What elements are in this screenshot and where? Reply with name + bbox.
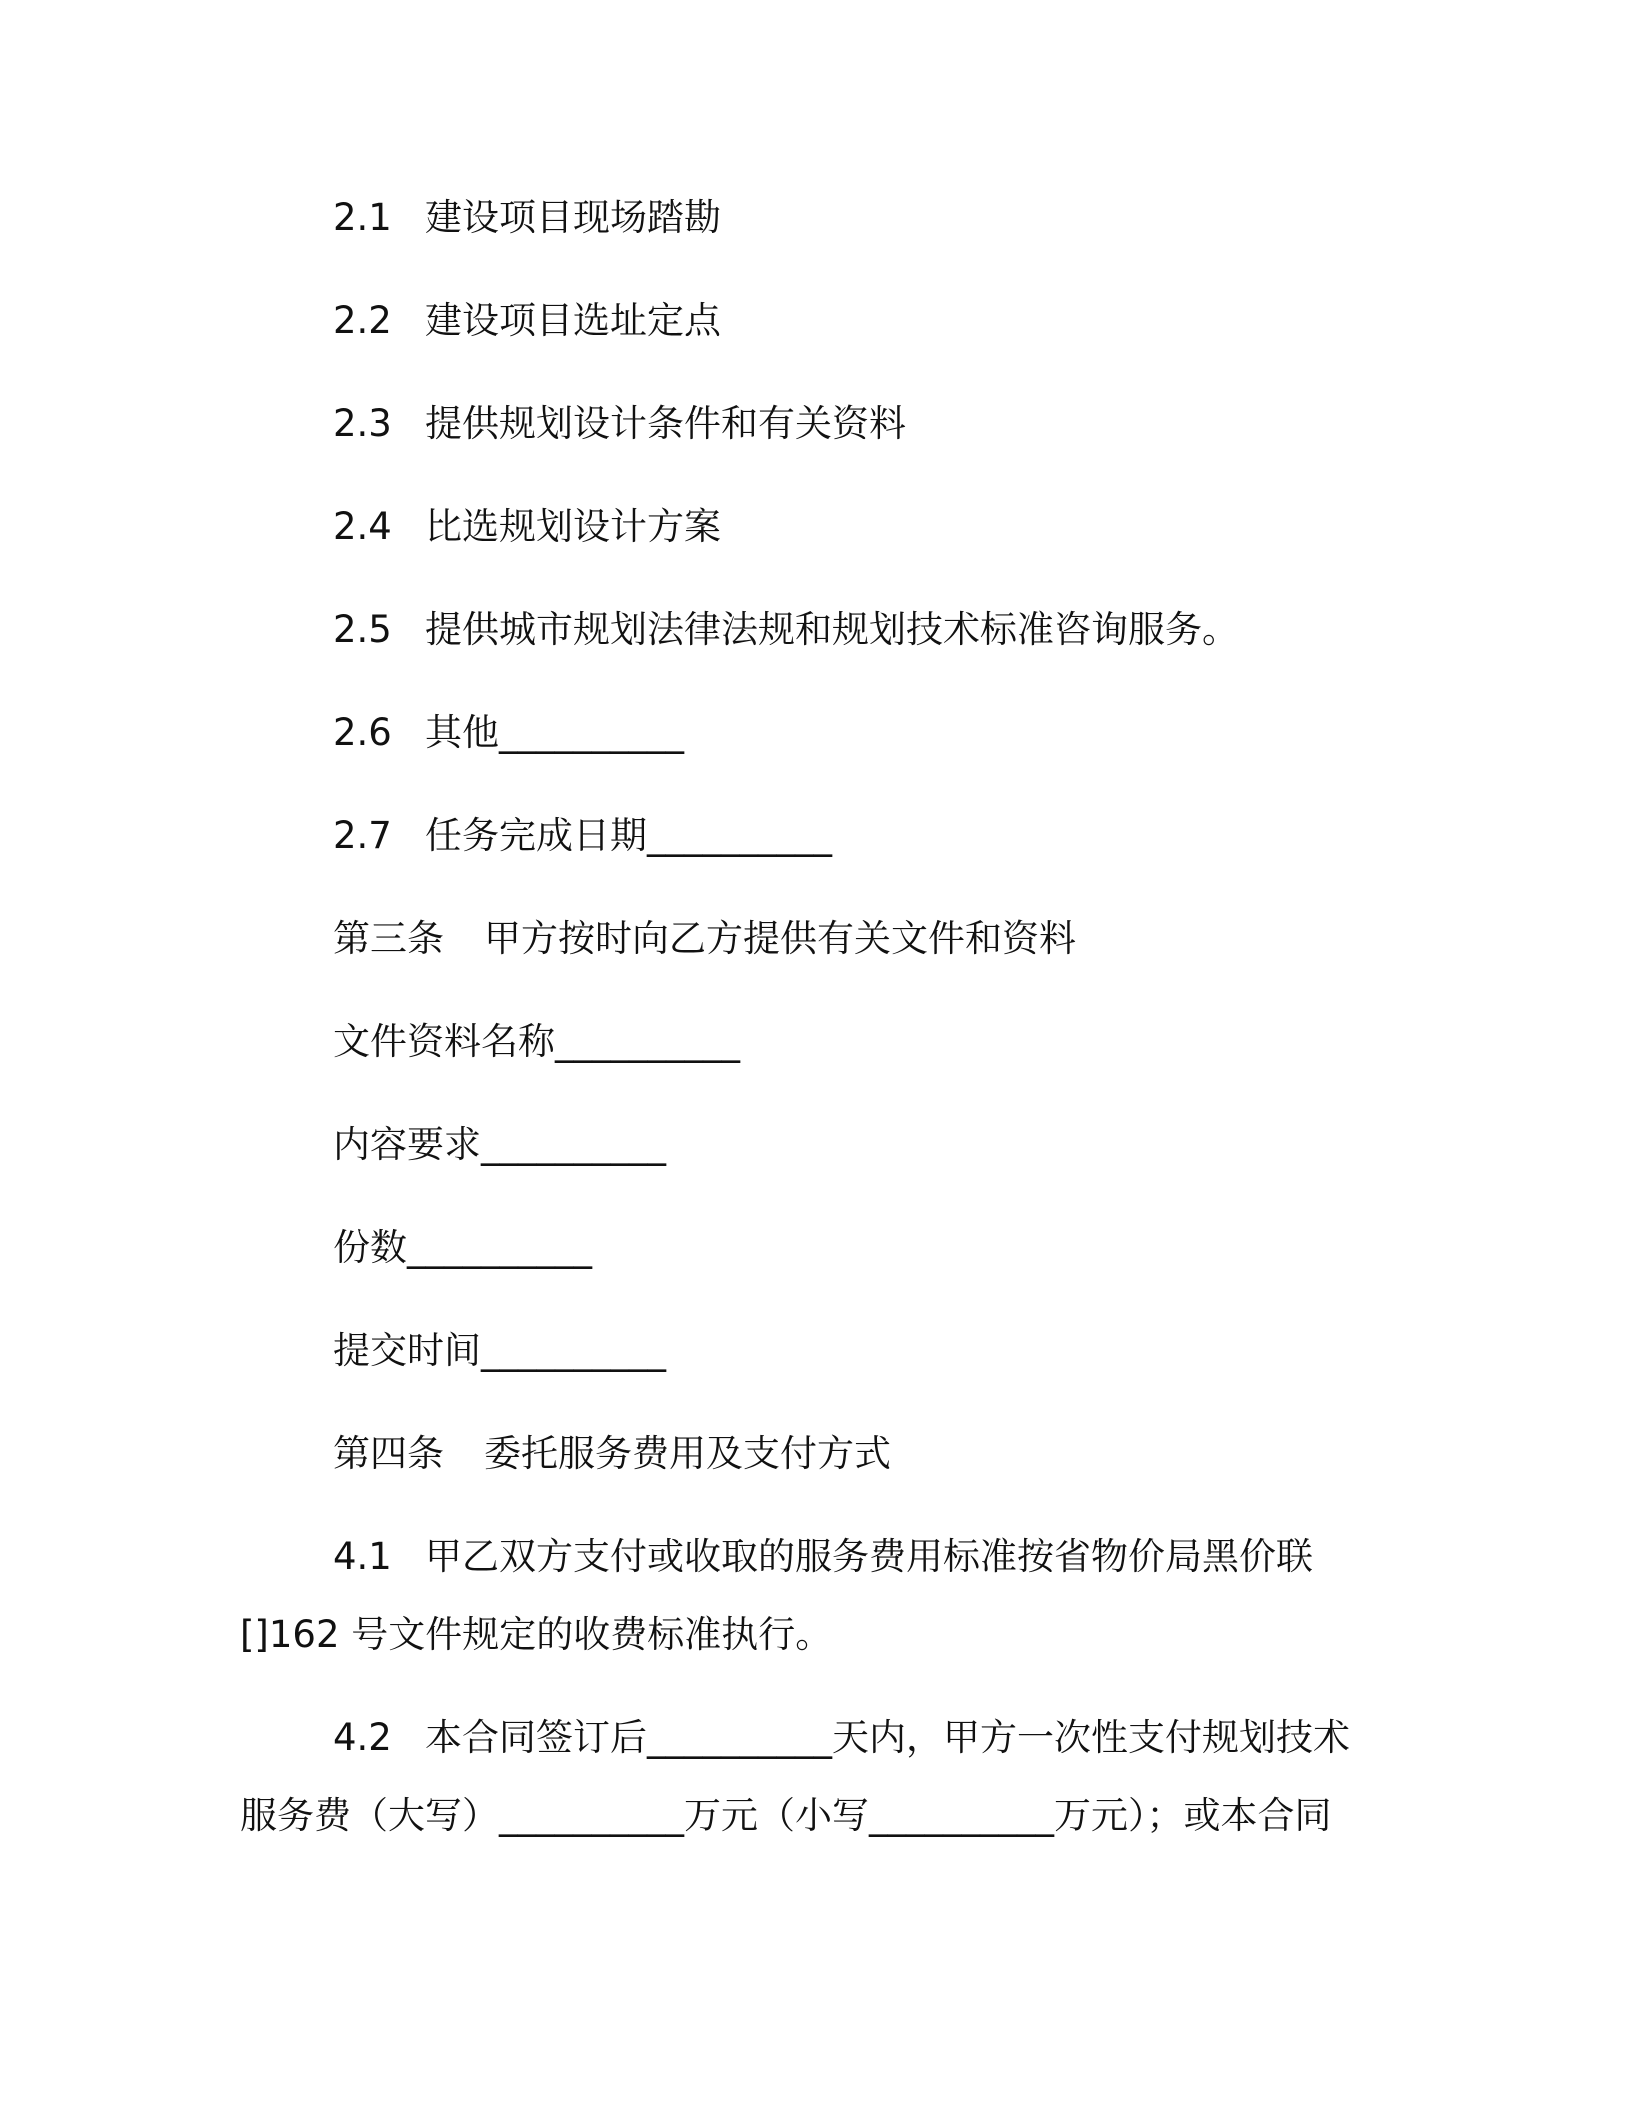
item-text: 比选规划设计方案 <box>425 505 721 548</box>
field-line: 份数__________ <box>333 1226 592 1269</box>
item-number: 2.5 <box>333 608 392 651</box>
para-number: 4.1 <box>333 1535 392 1578</box>
item-2-7 <box>333 810 832 862</box>
item-text: 建设项目现场踏勘 <box>425 196 721 239</box>
item-text: 建设项目选址定点 <box>425 299 721 342</box>
item-text: 提供城市规划法律法规和规划技术标准咨询服务。 <box>425 608 1239 651</box>
para-4-2-line-1 <box>333 1712 1350 1764</box>
para-4-2-line-2: 服务费（大写）__________万元（小写__________万元）；或本合同 <box>240 1794 1332 1837</box>
item-2-6 <box>333 707 684 759</box>
article-title: 委托服务费用及支付方式 <box>484 1432 891 1475</box>
para-4-1-line-1 <box>333 1531 1313 1583</box>
article-title: 甲方按时向乙方提供有关文件和资料 <box>484 917 1076 960</box>
para-4-1-line-2: []162 号文件规定的收费标准执行。 <box>240 1613 833 1656</box>
item-number: 2.6 <box>333 711 392 754</box>
item-number: 2.7 <box>333 814 392 857</box>
item-number: 2.1 <box>333 196 392 239</box>
item-text: 提供规划设计条件和有关资料 <box>425 402 906 445</box>
field-line: 提交时间__________ <box>333 1329 666 1372</box>
item-2-1 <box>333 192 721 244</box>
item-number: 2.3 <box>333 402 392 445</box>
field-line: 文件资料名称__________ <box>333 1020 740 1063</box>
item-2-2 <box>333 295 721 347</box>
item-text: 其他__________ <box>425 711 684 754</box>
article-4-heading <box>333 1428 891 1480</box>
field-line: 内容要求__________ <box>333 1123 666 1166</box>
article-label: 第四条 <box>333 1432 444 1475</box>
item-number: 2.4 <box>333 505 392 548</box>
item-2-5 <box>333 604 1239 656</box>
item-text: 任务完成日期__________ <box>425 814 832 857</box>
article-3-heading <box>333 913 1076 965</box>
item-2-3 <box>333 398 906 450</box>
item-2-4 <box>333 501 721 553</box>
para-number: 4.2 <box>333 1716 392 1759</box>
article-label: 第三条 <box>333 917 444 960</box>
para-text: 甲乙双方支付或收取的服务费用标准按省物价局黑价联 <box>425 1535 1313 1578</box>
item-number: 2.2 <box>333 299 392 342</box>
para-text: 本合同签订后__________天内，甲方一次性支付规划技术 <box>425 1716 1350 1759</box>
